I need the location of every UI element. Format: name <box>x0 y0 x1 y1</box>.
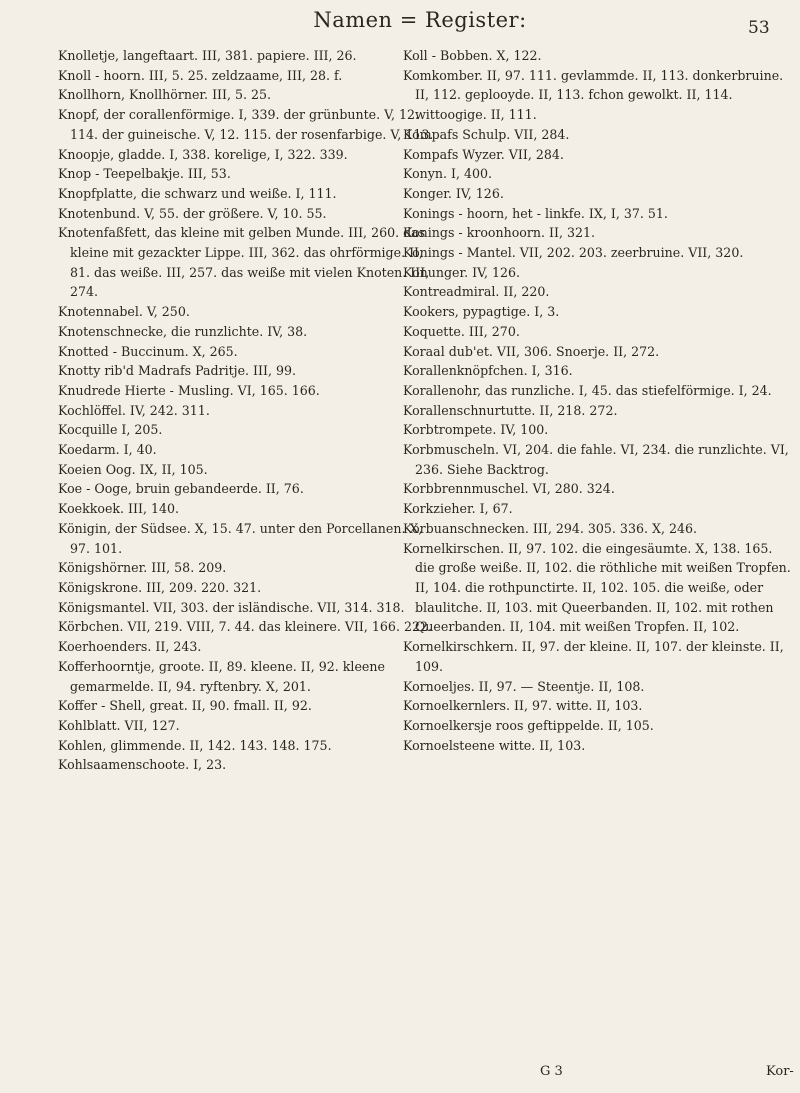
index-entry: Koeien Oog. IX, II, 105. <box>58 461 208 477</box>
index-entry: Knotenschnecke, die runzlichte. IV, 38. <box>58 323 308 339</box>
index-entry: Königin, der Südsee. X, 15. 47. unter den Porcellanen. X, 97. 101. <box>58 520 423 556</box>
index-entry: Koe - Ooge, bruin gebandeerde. II, 76. <box>58 481 304 497</box>
index-entry: Koekkoek. III, 140. <box>58 501 180 517</box>
index-entry: Konunger. IV, 126. <box>403 264 521 280</box>
index-entry: Koll - Bobben. X, 122. <box>403 48 542 63</box>
catchword: Kor- <box>766 1064 794 1079</box>
index-entry: Königsmantel. VII, 303. der isländische. VII, 314. 318. <box>58 599 405 615</box>
running-head: Namen = Register: <box>313 8 527 32</box>
index-entry: Kompafs Schulp. VII, 284. <box>403 126 570 142</box>
index-entry: Knoopje, gladde. I, 338. korelige, I, 322. 339. <box>58 146 348 162</box>
index-entry: Knolletje, langeftaart. III, 381. papiere. III, 26. <box>58 48 357 63</box>
index-entry: Korbtrompete. IV, 100. <box>403 422 549 438</box>
index-entry: Korbbrennmuschel. VI, 280. 324. <box>403 481 615 497</box>
index-entry: Konyn. I, 400. <box>403 166 493 182</box>
index-entry: Kornoelkersje roos geftippelde. II, 105. <box>403 717 654 733</box>
index-entry: Knollhorn, Knollhörner. III, 5. 25. <box>58 87 272 103</box>
page-number: 53 <box>748 18 770 38</box>
index-entry: Kornoelsteene witte. II, 103. <box>403 737 586 753</box>
index-entry: Koedarm. I, 40. <box>58 442 157 458</box>
index-entry: Konger. IV, 126. <box>403 185 504 201</box>
index-entry: Knop - Teepelbakje. III, 53. <box>58 166 231 182</box>
index-entry: Kohlsaamenschoote. I, 23. <box>58 757 227 773</box>
index-entry: Kornelkirschen. II, 97. 102. die eingesäumte. X, 138. 165. die große weiße. II, 102. die röthliche mit weißen Tropfen. II, 104. die rothpunctirte. II, 102. 105. die weiße, oder blaulitche. II, 103. mit Queerbanden. II, 102. mit rothen Queerbanden. II, 104. mit weißen Tropfen. II, 102. <box>403 540 791 635</box>
index-entry: Koraal dub'et. VII, 306. Snoerje. II, 272. <box>403 343 660 359</box>
index-entry: Kohlen, glimmende. II, 142. 143. 148. 175. <box>58 737 332 753</box>
index-entry: Koerhoenders. II, 243. <box>58 639 202 655</box>
index-entry: Korbmuscheln. VI, 204. die fahle. VI, 234. die runzlichte. VI, 236. Siehe Backtrog. <box>403 442 789 477</box>
index-entry: Kornoelkernlers. II, 97. witte. II, 103. <box>403 698 643 714</box>
index-entry: Korallenschnurtutte. II, 218. 272. <box>403 402 618 418</box>
index-entry: Kompafs Wyzer. VII, 284. <box>403 146 564 162</box>
index-entry: Koquette. III, 270. <box>403 323 520 339</box>
index-column-right <box>403 46 793 755</box>
index-entry: Kofferhoorntje, groote. II, 89. kleene. II, 92. kleene gemarmelde. II, 94. ryftenbry. X, 201. <box>58 658 385 694</box>
index-entry: Knoll - hoorn. III, 5. 25. zeldzaame, III, 28. f. <box>58 67 343 83</box>
index-entry: Kornelkirschkern. II, 97. der kleine. II, 107. der kleinste. II, 109. <box>403 639 784 674</box>
index-entry: Knopfplatte, die schwarz und weiße. I, 111. <box>58 185 337 201</box>
index-entry: Königskrone. III, 209. 220. 321. <box>58 579 262 595</box>
index-entry: Knotenfaßfett, das kleine mit gelben Munde. III, 260. das kleine mit gezackter Lippe. III, 362. das ohrförmige. II, 81. das weiße. III, 257. das weiße mit vielen Knoten. III, 274. <box>58 225 430 300</box>
page-header <box>0 6 800 42</box>
index-entry: Korkzieher. I, 67. <box>403 501 513 517</box>
index-entry: Korbuanschnecken. III, 294. 305. 336. X, 246. <box>403 520 697 536</box>
index-entry: Korallenohr, das runzliche. I, 45. das stiefelförmige. I, 24. <box>403 382 772 398</box>
index-entry: Kochlöffel. IV, 242. 311. <box>58 402 210 418</box>
index-entry: Koffer - Shell, great. II, 90. fmall. II, 92. <box>58 698 312 714</box>
index-entry: Kookers, pypagtige. I, 3. <box>403 304 560 320</box>
index-entry: Korallenknöpfchen. I, 316. <box>403 363 573 379</box>
index-entry: Kocquille I, 205. <box>58 422 163 438</box>
index-entry: Konings - hoorn, het - linkfe. IX, I, 37. 51. <box>403 205 668 221</box>
index-entry: Knotennabel. V, 250. <box>58 304 190 320</box>
index-entry: Knotenbund. V, 55. der größere. V, 10. 55. <box>58 205 327 221</box>
index-entry: Kornoeljes. II, 97. — Steentje. II, 108. <box>403 678 645 694</box>
index-entry: Knopf, der corallenförmige. I, 339. der grünbunte. V, 12. 114. der guineische. V, 12. 115. der rosenfarbige. V, 113. <box>58 107 434 142</box>
index-entry: Konings - kroonhoorn. II, 321. <box>403 225 596 241</box>
signature-mark: G 3 <box>540 1064 563 1079</box>
index-entry: Kontreadmiral. II, 220. <box>403 284 550 300</box>
index-entry: Körbchen. VII, 219. VIII, 7. 44. das kleinere. VII, 166. 222. <box>58 619 432 635</box>
index-entry: Knudrede Hierte - Musling. VI, 165. 166. <box>58 382 320 398</box>
index-entry: Kohlblatt. VII, 127. <box>58 717 180 733</box>
index-entry: Konings - Mantel. VII, 202. 203. zeerbruine. VII, 320. <box>403 245 744 261</box>
index-entry: Komkomber. II, 97. 111. gevlammde. II, 113. donkerbruine. II, 112. geplooyde. II, 113. fchon gewolkt. II, 114. wittoogige. II, 111. <box>403 67 784 123</box>
index-entry: Königshörner. III, 58. 209. <box>58 560 227 576</box>
index-entry: Knotted - Buccinum. X, 265. <box>58 343 238 359</box>
index-entry: Knotty rib'd Madrafs Padritje. III, 99. <box>58 363 297 379</box>
index-column-left <box>58 46 443 775</box>
